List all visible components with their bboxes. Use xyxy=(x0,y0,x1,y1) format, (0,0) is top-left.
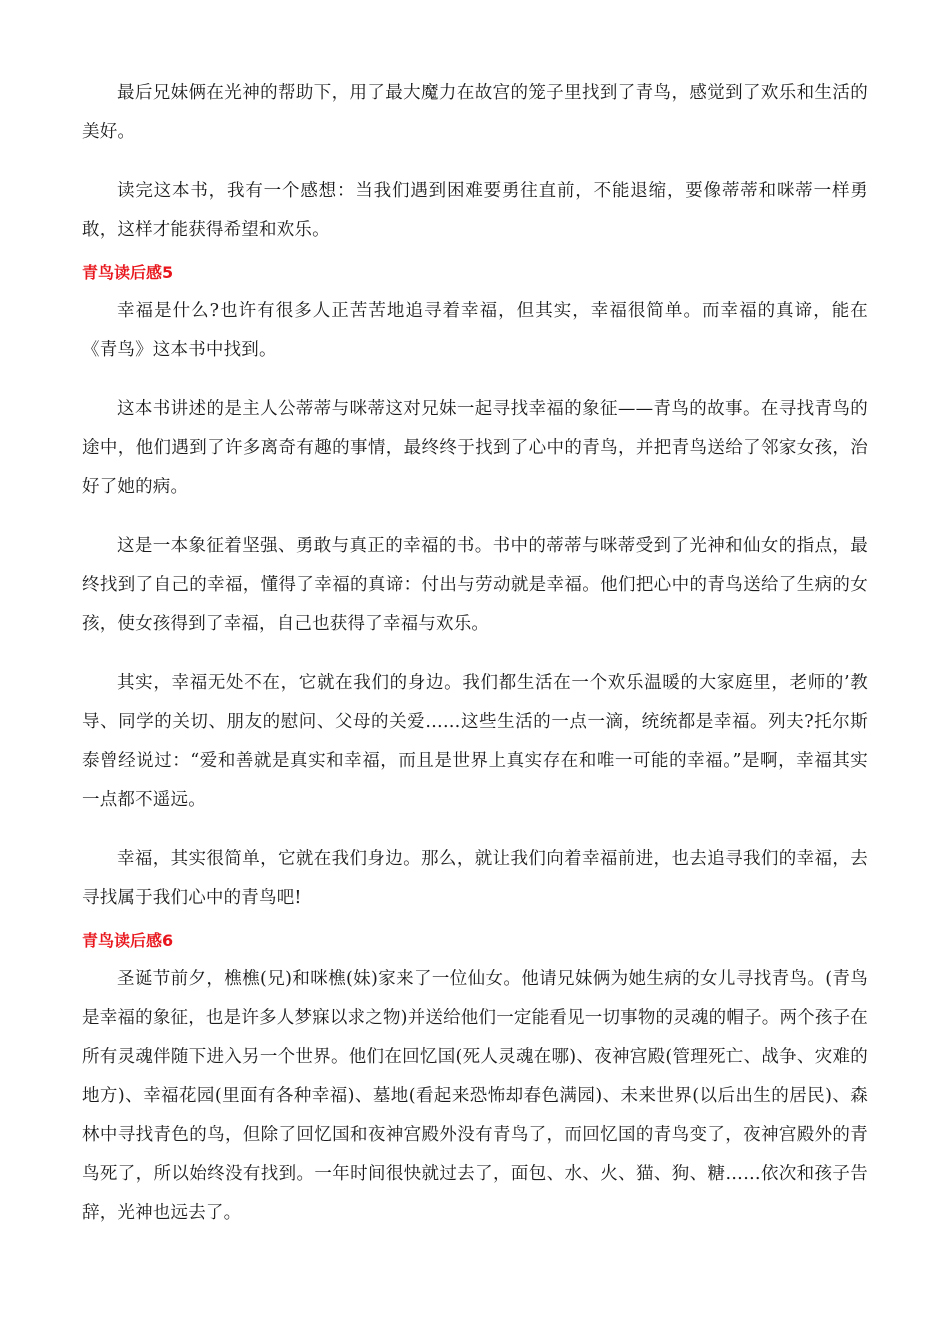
section-6-heading: 青鸟读后感6 xyxy=(82,931,174,950)
document-page xyxy=(82,74,868,1233)
section-5-paragraph-2: 这本书讲述的是主人公蒂蒂与咪蒂这对兄妹一起寻找幸福的象征——青鸟的故事。在寻找青鸟的途中，他们遇到了许多离奇有趣的事情，最终终于找到了心中的青鸟，并把青鸟送给了邻家女孩，治好了她的病。 xyxy=(82,399,868,497)
section-5-paragraph-1: 幸福是什么?也许有很多人正苦苦地追寻着幸福，但其实，幸福很简单。而幸福的真谛，能在《青鸟》这本书中找到。 xyxy=(82,301,868,360)
section-5-paragraph-4: 其实，幸福无处不在，它就在我们的身边。我们都生活在一个欢乐温暖的大家庭里，老师的’教导、同学的关切、朋友的慰问、父母的关爱……这些生活的一点一滴，统统都是幸福。列夫?托尔斯泰曾经说过：“爱和善就是真实和幸福，而且是世界上真实存在和唯一可能的幸福。”是啊，幸福其实一点都不遥远。 xyxy=(82,673,868,810)
intro-paragraph-2: 读完这本书，我有一个感想：当我们遇到困难要勇往直前，不能退缩，要像蒂蒂和咪蒂一样勇敢，这样才能获得希望和欢乐。 xyxy=(82,181,868,240)
section-5-paragraph-5: 幸福，其实很简单，它就在我们身边。那么，就让我们向着幸福前进，也去追寻我们的幸福，去寻找属于我们心中的青鸟吧! xyxy=(82,849,868,908)
section-5-paragraph-3: 这是一本象征着坚强、勇敢与真正的幸福的书。书中的蒂蒂与咪蒂受到了光神和仙女的指点，最终找到了自己的幸福，懂得了幸福的真谛：付出与劳动就是幸福。他们把心中的青鸟送给了生病的女孩，使女孩得到了幸福，自己也获得了幸福与欢乐。 xyxy=(82,536,868,634)
section-5-heading: 青鸟读后感5 xyxy=(82,263,174,282)
section-6-paragraph-1: 圣诞节前夕，樵樵(兄)和咪樵(妹)家来了一位仙女。他请兄妹俩为她生病的女儿寻找青鸟。(青鸟是幸福的象征，也是许多人梦寐以求之物)并送给他们一定能看见一切事物的灵魂的帽子。两个孩子在所有灵魂伴随下进入另一个世界。他们在回忆国(死人灵魂在哪)、夜神宫殿(管理死亡、战争、灾难的地方)、幸福花园(里面有各种幸福)、墓地(看起来恐怖却春色满园)、未来世界(以后出生的居民)、森林中寻找青色的鸟，但除了回忆国和夜神宫殿外没有青鸟了，而回忆国的青鸟变了，夜神宫殿外的青鸟死了，所以始终没有找到。一年时间很快就过去了，面包、水、火、猫、狗、糖……依次和孩子告辞，光神也远去了。 xyxy=(82,969,868,1223)
intro-paragraph-1: 最后兄妹俩在光神的帮助下，用了最大魔力在故宫的笼子里找到了青鸟，感觉到了欢乐和生活的美好。 xyxy=(82,83,868,142)
